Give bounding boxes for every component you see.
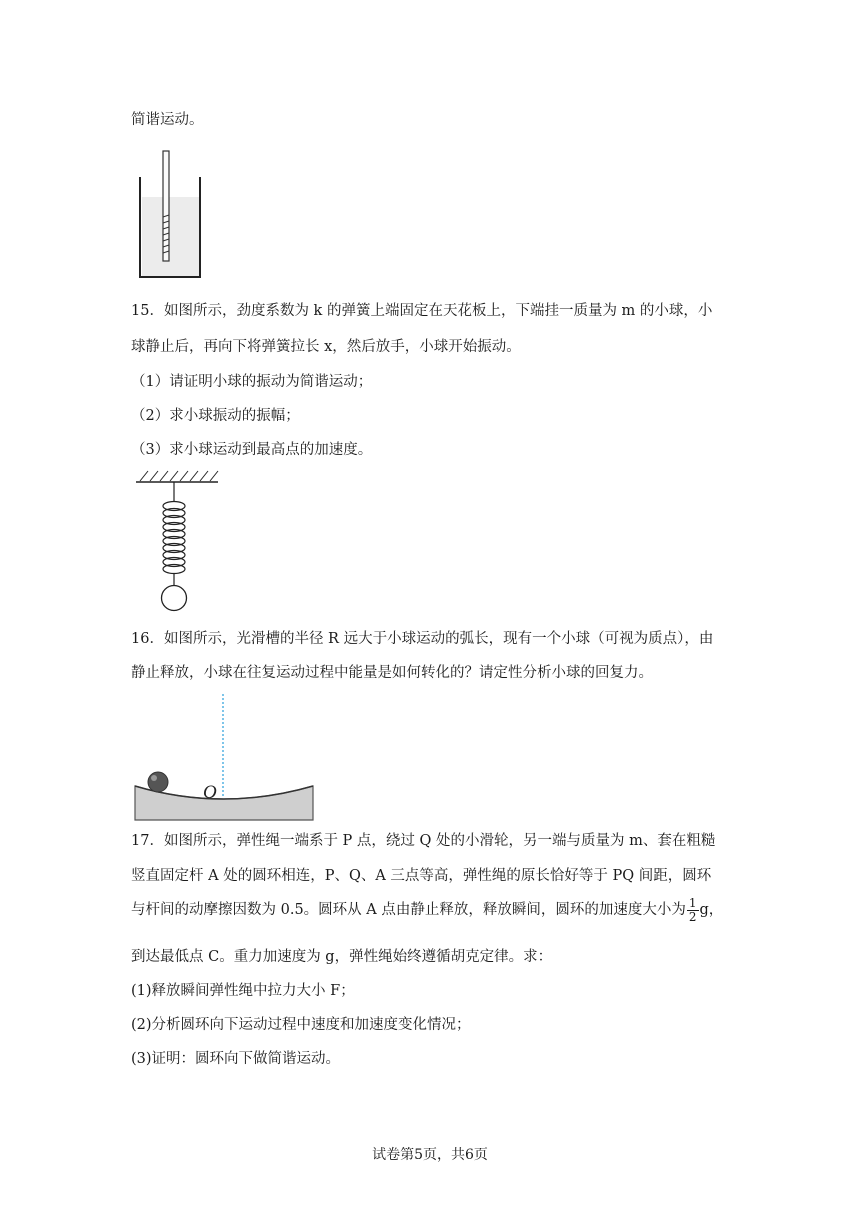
one-half-fraction xyxy=(687,897,699,924)
q15-sub-1: （1）请证明小球的振动为简谐运动； xyxy=(131,374,373,390)
fraction-denominator: 2 xyxy=(688,909,697,924)
q17-sub-3: (3)证明：圆环向下做简谐运动。 xyxy=(131,1051,341,1067)
q17-sub-1: (1)释放瞬间弹性绳中拉力大小 F； xyxy=(131,983,355,999)
q16-line-2: 静止释放，小球在往复运动过程中能量是如何转化的？请定性分析小球的回复力。 xyxy=(131,665,653,681)
q17-sub-2: (2)分析圆环向下运动过程中速度和加速度变化情况； xyxy=(131,1017,471,1033)
spring-ball-figure xyxy=(132,468,222,616)
q16-line-1: 16．如图所示，光滑槽的半径 R 远大于小球运动的弧长，现有一个小球（可视为质点），由 xyxy=(131,631,714,647)
smooth-groove-figure xyxy=(133,692,319,822)
page-footer: 试卷第5页，共6页 xyxy=(372,1147,488,1163)
continuation-text: 简谐运动。 xyxy=(131,112,204,128)
rod-in-container-figure xyxy=(134,147,204,281)
q17-line-3 xyxy=(131,890,723,930)
point-o-label: O xyxy=(203,782,217,803)
q15-line-2: 球静止后，再向下将弹簧拉长 x，然后放手，小球开始振动。 xyxy=(131,339,521,355)
q17-line-3-text: 与杆间的动摩擦因数为 0.5。圆环从 A 点由静止释放，释放瞬间，圆环的加速度大小为 xyxy=(131,902,686,918)
q15-line-1: 15．如图所示，劲度系数为 k 的弹簧上端固定在天花板上，下端挂一质量为 m 的小球，小 xyxy=(131,303,713,319)
q17-line-4: 到达最低点 C。重力加速度为 g，弹性绳始终遵循胡克定律。求： xyxy=(131,949,553,965)
q17-line-1: 17．如图所示，弹性绳一端系于 P 点，绕过 Q 处的小滑轮，另一端与质量为 m、套在粗糙 xyxy=(131,833,716,849)
q15-sub-2: （2）求小球振动的振幅； xyxy=(131,408,300,424)
q15-sub-3: （3）求小球运动到最高点的加速度。 xyxy=(131,442,373,458)
q17-line-3-tail: g， xyxy=(699,902,724,918)
fraction-numerator: 1 xyxy=(688,895,697,910)
q17-line-2: 竖直固定杆 A 处的圆环相连，P、Q、A 三点等高，弹性绳的原长恰好等于 PQ 间距，圆环 xyxy=(131,868,712,884)
